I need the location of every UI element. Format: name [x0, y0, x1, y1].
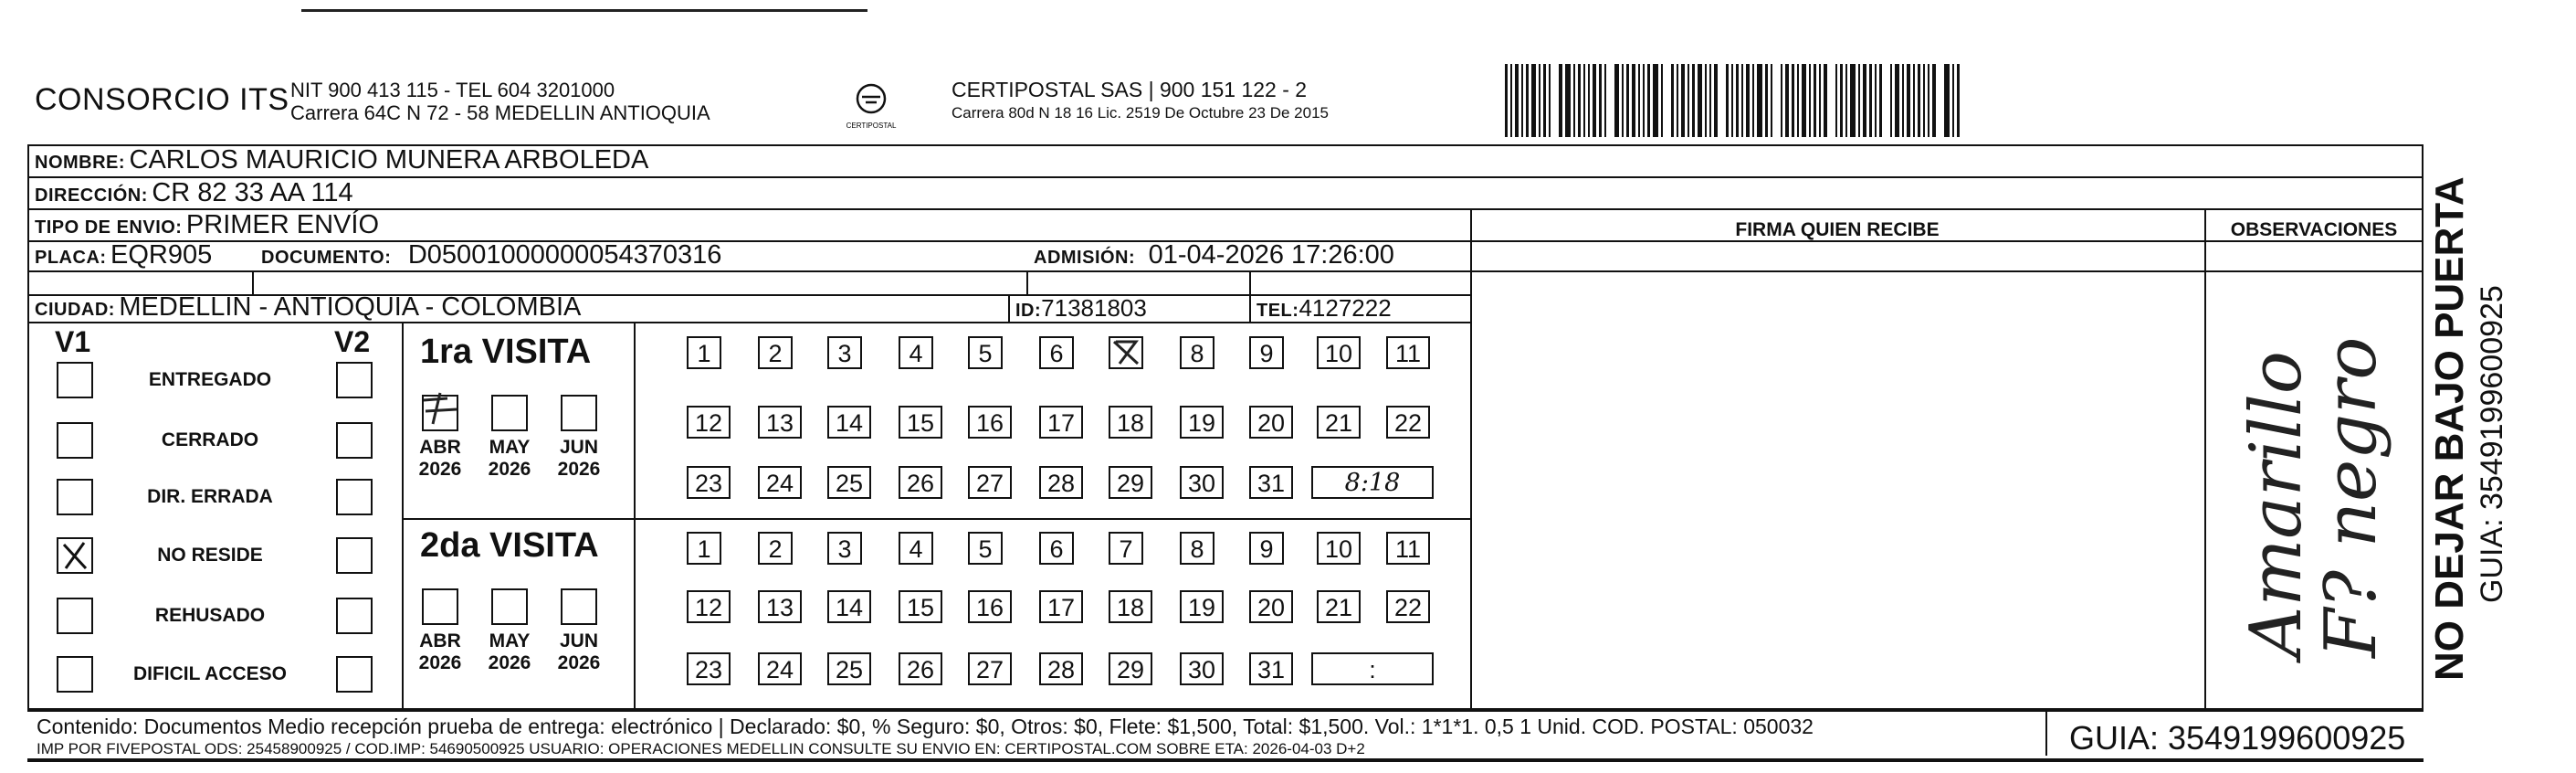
direccion-label: DIRECCIÓN: [35, 185, 148, 206]
day-box[interactable]: 27 [968, 466, 1012, 499]
documento-value: D05001000000054370316 [407, 240, 722, 270]
day-box[interactable]: 5 [968, 532, 1003, 565]
day-box[interactable]: 30 [1180, 652, 1224, 685]
col-line [1249, 270, 1251, 294]
day-box[interactable]: 18 [1109, 590, 1152, 623]
company-info [290, 79, 710, 124]
top-rule [301, 9, 867, 12]
day-box[interactable]: 9 [1249, 532, 1284, 565]
year-label: 2026 [418, 459, 462, 480]
year-label: 2026 [488, 459, 531, 480]
documento-field [261, 240, 721, 270]
direccion-row [35, 178, 353, 208]
id-label: ID: [1015, 301, 1042, 321]
day-box[interactable]: 11 [1386, 532, 1430, 565]
company-nit: NIT 900 413 115 - TEL 604 3201000 [290, 79, 615, 101]
col-line [252, 270, 254, 294]
day-box[interactable]: 19 [1180, 590, 1224, 623]
second-visit-time[interactable]: : [1311, 652, 1434, 685]
month-checkbox[interactable] [422, 395, 458, 431]
v2-checkbox[interactable] [336, 537, 373, 574]
col-line [1008, 294, 1010, 322]
certipostal-logo [842, 82, 900, 132]
bottom-rule [27, 758, 2424, 762]
footer-contenido: Contenido: Documentos Medio recepción prueba de entrega: electrónico | Declarado: $0, % Seguro: $0, Otros: $0, Flete: $1,500, Total: $1,500. Vol.: 1*1*1. 0,5 1 Unid. COD. POSTAL: 050032 [37, 715, 1814, 738]
day-box[interactable]: 6 [1039, 336, 1074, 369]
day-box[interactable]: 26 [899, 652, 942, 685]
day-box[interactable] [1109, 336, 1143, 369]
check-mark-icon [58, 539, 91, 572]
month-checkbox[interactable] [491, 395, 528, 431]
year-label: 2026 [488, 652, 531, 673]
day-box[interactable]: 17 [1039, 590, 1083, 623]
day-box[interactable]: 15 [899, 406, 942, 439]
status-label: CERRADO [161, 429, 259, 450]
day-box[interactable]: 27 [968, 652, 1012, 685]
second-visit-title: 2da VISITA [420, 526, 599, 565]
day-box[interactable]: 16 [968, 590, 1012, 623]
day-box[interactable]: 28 [1039, 466, 1083, 499]
admision-value: 01-04-2026 17:26:00 [1148, 240, 1394, 270]
day-box[interactable]: 20 [1249, 406, 1293, 439]
id-field [1015, 294, 1147, 323]
year-label: 2026 [418, 652, 462, 673]
col-line [1249, 294, 1251, 322]
day-box[interactable]: 26 [899, 466, 942, 499]
carrier-info [952, 79, 1329, 124]
day-box[interactable]: 1 [687, 336, 721, 369]
day-box[interactable]: 10 [1317, 532, 1361, 565]
month-caption [413, 630, 468, 674]
first-visit-time[interactable]: 8:18 [1311, 466, 1434, 499]
month-checkbox[interactable] [561, 395, 597, 431]
observaciones-header: OBSERVACIONES [2230, 219, 2398, 240]
row-line [27, 710, 2424, 712]
side-notice: NO DEJAR BAJO PUERTA [2427, 176, 2472, 681]
status-label: DIR. ERRADA [147, 486, 273, 507]
day-box[interactable]: 16 [968, 406, 1012, 439]
day-box[interactable]: 13 [758, 406, 802, 439]
firma-header: FIRMA QUIEN RECIBE [1735, 219, 1940, 240]
day-box[interactable]: 6 [1039, 532, 1074, 565]
v2-checkbox[interactable] [336, 362, 373, 398]
day-box[interactable]: 21 [1317, 590, 1361, 623]
month-caption [413, 437, 468, 481]
row-line [27, 176, 2424, 178]
day-box[interactable]: 24 [758, 466, 802, 499]
tel-label: TEL: [1256, 301, 1299, 321]
month-caption [552, 437, 606, 481]
day-box[interactable]: 4 [899, 532, 933, 565]
month-label: ABR [419, 437, 461, 458]
day-box[interactable]: 24 [758, 652, 802, 685]
year-label: 2026 [557, 652, 601, 673]
day-box[interactable]: 9 [1249, 336, 1284, 369]
carrier-name: CERTIPOSTAL SAS | 900 151 122 - 2 [952, 78, 1308, 101]
day-box[interactable]: 4 [899, 336, 933, 369]
v2-checkbox[interactable] [336, 656, 373, 693]
status-label: REHUSADO [154, 605, 266, 626]
tipo-row [35, 210, 379, 240]
admision-field [1034, 240, 1394, 270]
day-box[interactable]: 12 [687, 406, 731, 439]
day-box[interactable]: 21 [1317, 406, 1361, 439]
nombre-value: CARLOS MAURICIO MUNERA ARBOLEDA [129, 145, 649, 175]
footer-guia: GUIA: 3549199600925 [2069, 719, 2406, 757]
col-line [1470, 208, 1472, 710]
col-line [1026, 270, 1028, 294]
day-box[interactable]: 8 [1180, 336, 1214, 369]
col-line [2045, 710, 2047, 756]
ciudad-value: MEDELLIN - ANTIOQUIA - COLOMBIA [119, 292, 582, 322]
status-label: ENTREGADO [148, 369, 272, 390]
day-box[interactable]: 30 [1180, 466, 1224, 499]
day-box[interactable]: 31 [1249, 466, 1293, 499]
month-caption [482, 437, 537, 481]
month-label: JUN [559, 630, 598, 651]
day-box[interactable]: 22 [1386, 406, 1430, 439]
v2-checkbox[interactable] [336, 479, 373, 515]
v1-checkbox[interactable] [57, 537, 93, 574]
day-box[interactable]: 17 [1039, 406, 1083, 439]
day-box[interactable]: 29 [1109, 466, 1152, 499]
hand-mark-icon [1110, 338, 1141, 367]
v2-checkbox[interactable] [336, 422, 373, 459]
nombre-label: NOMBRE: [35, 153, 126, 173]
tel-value: 4127222 [1299, 294, 1392, 322]
col-line [402, 322, 404, 710]
direccion-value: CR 82 33 AA 114 [152, 178, 353, 207]
day-box[interactable]: 18 [1109, 406, 1152, 439]
month-label: MAY [489, 437, 531, 458]
day-box[interactable]: 2 [758, 532, 793, 565]
month-checkbox[interactable] [491, 588, 528, 625]
ciudad-field [35, 292, 581, 323]
day-box[interactable]: 28 [1039, 652, 1083, 685]
day-box[interactable]: 20 [1249, 590, 1293, 623]
placa-value: EQR905 [110, 240, 213, 270]
col-line [634, 322, 636, 710]
logo-text: CERTIPOSTAL [846, 122, 897, 130]
row-line [402, 518, 1470, 520]
month-caption [482, 630, 537, 674]
v2-checkbox[interactable] [336, 598, 373, 634]
month-checkbox[interactable] [422, 588, 458, 625]
barcode [1505, 64, 2226, 137]
day-box[interactable]: 23 [687, 466, 731, 499]
day-box[interactable]: 14 [827, 590, 871, 623]
day-box[interactable]: 19 [1180, 406, 1224, 439]
month-label: MAY [489, 630, 531, 651]
month-caption [552, 630, 606, 674]
day-box[interactable]: 10 [1317, 336, 1361, 369]
company-address: Carrera 64C N 72 - 58 MEDELLIN ANTIOQUIA [290, 101, 710, 124]
status-label: NO RESIDE [157, 545, 263, 566]
day-box[interactable]: 22 [1386, 590, 1430, 623]
carrier-address: Carrera 80d N 18 16 Lic. 2519 De Octubre 23 De 2015 [952, 104, 1329, 122]
v1-checkbox[interactable] [57, 362, 93, 398]
month-checkbox[interactable] [561, 588, 597, 625]
col-line [2204, 208, 2206, 710]
day-box[interactable]: 23 [687, 652, 731, 685]
day-box[interactable]: 12 [687, 590, 731, 623]
ciudad-label: CIUDAD: [35, 300, 115, 320]
day-box[interactable]: 7 [1109, 532, 1143, 565]
year-label: 2026 [557, 459, 601, 480]
day-box[interactable]: 25 [827, 652, 871, 685]
day-box[interactable]: 8 [1180, 532, 1214, 565]
handwritten-note-1: Amarillo [2235, 351, 2318, 658]
tel-field [1256, 294, 1392, 323]
day-box[interactable]: 29 [1109, 652, 1152, 685]
day-box[interactable]: 15 [899, 590, 942, 623]
day-box[interactable]: 31 [1249, 652, 1293, 685]
day-box[interactable]: 11 [1386, 336, 1430, 369]
tipo-value: PRIMER ENVÍO [185, 210, 380, 239]
v1-checkbox[interactable] [57, 422, 93, 459]
row-line [27, 208, 2424, 210]
placa-field [35, 240, 212, 270]
tipo-label: TIPO DE ENVIO: [35, 217, 183, 238]
v2-header: V2 [334, 325, 371, 358]
nombre-row [35, 145, 648, 175]
admision-label: ADMISIÓN: [1034, 248, 1136, 268]
first-visit-title: 1ra VISITA [420, 333, 592, 371]
day-box[interactable]: 14 [827, 406, 871, 439]
handwritten-note-2: F? negro [2310, 336, 2392, 658]
footer-imp: IMP POR FIVEPOSTAL ODS: 25458900925 / COD.IMP: 54690500925 USUARIO: OPERACIONES MEDELLIN CONSULTE SU ENVIO EN: CERTIPOSTAL.COM SOBRE ETA: 2026-04-03 D+2 [37, 740, 1365, 757]
row-line [27, 270, 2424, 272]
v1-checkbox[interactable] [57, 479, 93, 515]
side-guia: GUIA: 3549199600925 [2475, 285, 2509, 603]
hand-mark-icon [420, 391, 464, 428]
company-name: CONSORCIO ITS [35, 82, 289, 117]
month-label: ABR [419, 630, 461, 651]
v1-header: V1 [55, 325, 91, 358]
day-box[interactable]: 13 [758, 590, 802, 623]
day-box[interactable]: 3 [827, 532, 862, 565]
documento-label: DOCUMENTO: [261, 248, 392, 268]
month-label: JUN [559, 437, 598, 458]
day-box[interactable]: 2 [758, 336, 793, 369]
v1-checkbox[interactable] [57, 598, 93, 634]
day-box[interactable]: 3 [827, 336, 862, 369]
id-value: 71381803 [1041, 294, 1147, 322]
v1-checkbox[interactable] [57, 656, 93, 693]
day-box[interactable]: 25 [827, 466, 871, 499]
status-label: DIFICIL ACCESO [132, 663, 287, 684]
day-box[interactable]: 1 [687, 532, 721, 565]
day-box[interactable]: 5 [968, 336, 1003, 369]
placa-label: PLACA: [35, 248, 107, 268]
